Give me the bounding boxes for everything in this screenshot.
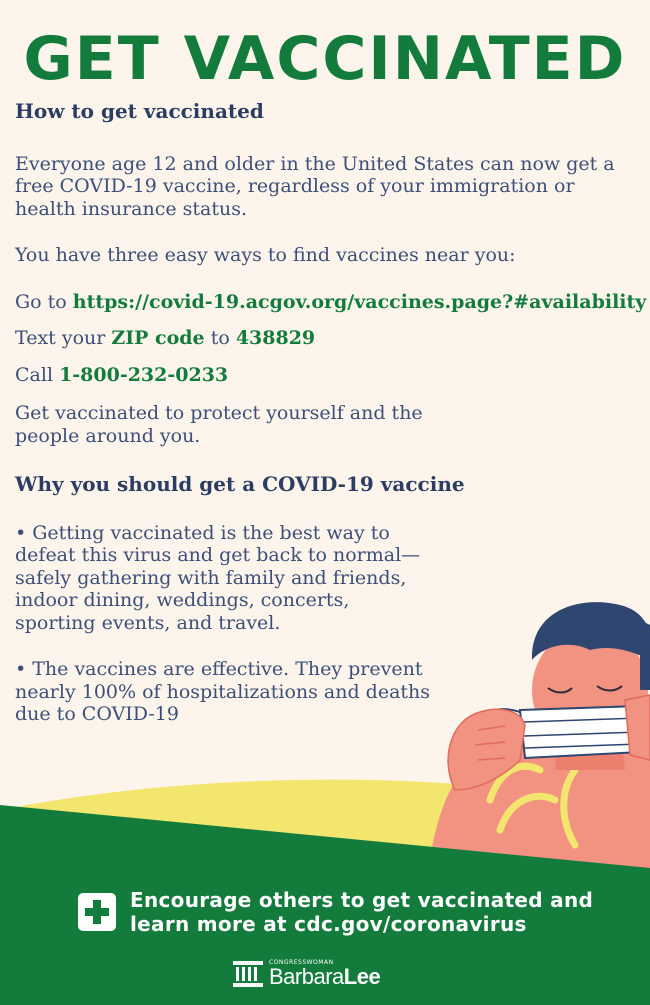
phone-number-link[interactable]: 1-800-232-0233 — [59, 363, 229, 386]
vaccine-site-link[interactable]: https://covid-19.acgov.org/vaccines.page?#availability — [72, 290, 647, 313]
logo-title: CONGRESSWOMAN — [269, 959, 334, 966]
bullet-normal: • Getting vaccinated is the best way to defeat this virus and get back to normal—safely gathering with family and friends, indoor dining, weddings, concerts, sporting events, and travel. — [15, 521, 421, 634]
footer-call-to-action — [78, 888, 598, 936]
call-line — [15, 364, 640, 387]
go-prefix: Go to — [15, 290, 73, 313]
medical-cross-icon — [78, 893, 116, 931]
section-heading-how: How to get vaccinated — [15, 99, 264, 123]
protect-paragraph: Get vaccinated to protect yourself and the people around you. — [15, 402, 423, 447]
barbara-lee-logo — [233, 958, 380, 990]
text-number[interactable]: 438829 — [235, 327, 316, 349]
text-line — [15, 327, 640, 350]
section-heading-why: Why you should get a COVID-19 vaccine — [15, 472, 465, 496]
bullet-effective: • The vaccines are effective. They prevent nearly 100% of hospitalizations and deaths due to COVID-19 — [15, 658, 431, 725]
capitol-building-icon — [233, 961, 263, 987]
text-prefix: Text your — [15, 327, 112, 349]
text-mid: to — [204, 327, 236, 349]
page-title: GET VACCINATED — [23, 24, 627, 94]
zip-code-label: ZIP code — [111, 327, 205, 349]
go-line — [15, 290, 647, 314]
intro-paragraph: Everyone age 12 and older in the United States can now get a free COVID-19 vaccine, regardless of your immigration or health insurance status. — [15, 152, 615, 220]
cta-text: Encourage others to get vaccinated and learn more at cdc.gov/coronavirus — [130, 888, 594, 936]
ways-paragraph: You have three easy ways to find vaccines near you: — [15, 244, 516, 266]
logo-name: BarbaraLee — [269, 964, 381, 989]
call-prefix: Call — [15, 363, 60, 386]
masked-person-illustration — [0, 580, 650, 1005]
